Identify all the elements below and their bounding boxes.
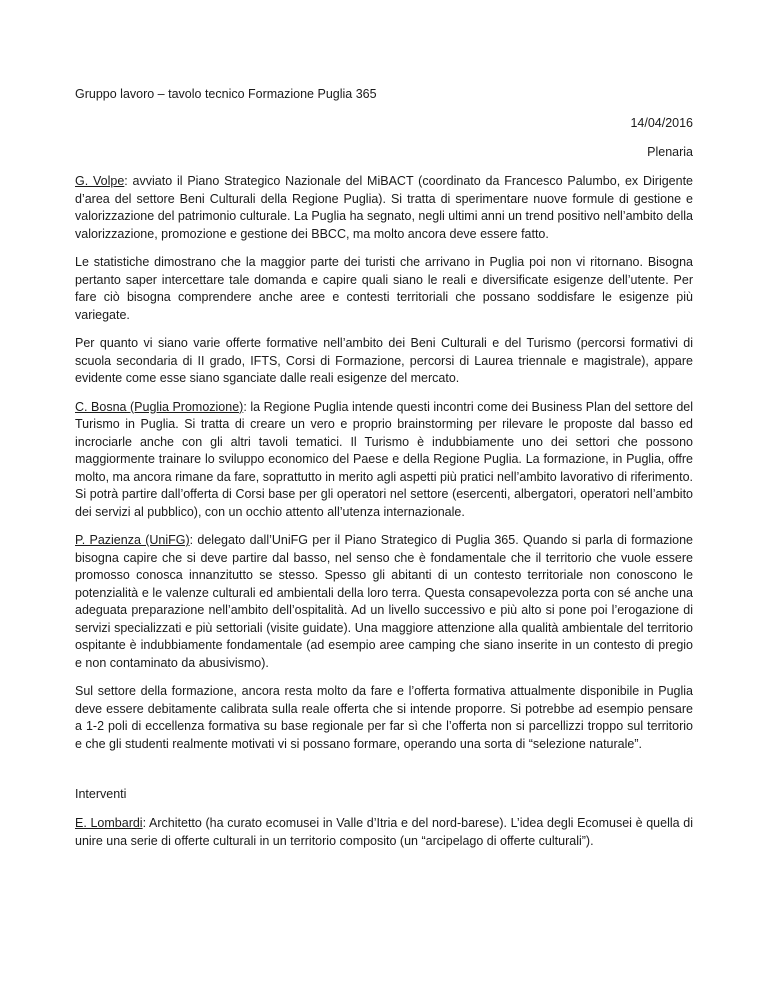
paragraph-text: Per quanto vi siano varie offerte formative nell’ambito dei Beni Culturali e del Turismo (percorsi formativi di scuola secondaria di II grado, IFTS, Corsi di Formazione, percorsi di Laurea triennale e magistrale), appare evidente come esse siano sganciate dalle reali esigenze del mercato. [75, 336, 693, 385]
speaker-name: E. Lombardi [75, 816, 143, 830]
paragraph-text: Sul settore della formazione, ancora resta molto da fare e l’offerta formativa attualmente disponibile in Puglia deve essere debitamente calibrata sulla reale offerta che si intende proporre. Si potrebbe ad esempio pensare a 1-2 poli di eccellenza formativa su base regionale per far sì che l’offerta non si parcellizzi troppo sul territorio e che gli studenti realmente motivati vi si possano formare, operando una sorta di “selezione naturale”. [75, 684, 693, 751]
session-label: Plenaria [647, 145, 693, 159]
speaker-name: C. Bosna (Puglia Promozione) [75, 399, 244, 414]
paragraph-statistics [75, 254, 693, 324]
paragraph-volpe [75, 173, 693, 243]
interventi-heading: Interventi [75, 787, 127, 801]
paragraph-formazione [75, 683, 693, 753]
paragraph-text: Le statistiche dimostrano che la maggior parte dei turisti che arrivano in Puglia poi non vi ritornano. Bisogna pertanto saper intercettare tale domanda e capire quali siano le reali e diversificate esigenze dell’utente. Per fare ciò bisogna comprendere anche aree e contesti territoriali che possano soddisfare le esigenze più variegate. [75, 255, 693, 322]
section-spacer [75, 764, 693, 786]
paragraph-pazienza [75, 532, 693, 672]
speaker-name: P. Pazienza (UniFG) [75, 533, 190, 547]
speaker-name: G. Volpe [75, 174, 125, 188]
paragraph-text: : Architetto (ha curato ecomusei in Valle d’Itria e del nord-barese). L’idea degli Ecomusei è quella di unire una serie di offerte culturali in un territorio composito (un “arcipelago di offerte culturali”). [75, 816, 693, 848]
paragraph-lombardi [75, 815, 693, 850]
document-title: Gruppo lavoro – tavolo tecnico Formazione Puglia 365 [75, 87, 377, 101]
meeting-date: 14/04/2016 [630, 116, 693, 130]
paragraph-text: : delegato dall’UniFG per il Piano Strategico di Puglia 365. Quando si parla di formazione bisogna capire che si deve partire dal basso, nel senso che è fondamentale che il territorio che vuole essere promosso conosca innanzitutto se stesso. Spesso gli abitanti di un contesto territoriale non conoscono le potenzialità e le valenze culturali ed ambientali della loro terra. Questa consapevolezza porta con sé anche una adeguata preparazione nell’ambito dell’ospitalità. Ad un livello successivo e più alto si pone poi l’erogazione di servizi specializzati e più settoriali (visite guidate). Una maggiore attenzione alla qualità ambientale del territorio ospitante è indubbiamente fondamentale (ad esempio aree camping che siano inserite in un contesto di pregio e non contaminato da abusivismo). [75, 533, 693, 670]
paragraph-text: : la Regione Puglia intende questi incontri come dei Business Plan del settore del Turismo in Puglia. Si tratta di creare un vero e proprio brainstorming per rilevare le proposte dal basso ed incrociarle anche con gli altri tavoli tematici. Il Turismo è indubbiamente uno dei settori che possono maggiormente trainare lo sviluppo economico del Paese e della Regione Puglia. La formazione, in Puglia, offre molto, ma ancora rimane da fare, soprattutto in merito agli aspetti più pratici nell’ambito lavorativo di riferimento. Si potrà partire dall’offerta di Corsi base per gli operatori nel settore (esercenti, albergatori, operatori nell’ambito dei servizi al pubblico), con un occhio attento all’utenza internazionale. [75, 399, 693, 519]
paragraph-text: : avviato il Piano Strategico Nazionale del MiBACT (coordinato da Francesco Palumbo, ex Dirigente d’area del settore Beni Culturali della Regione Puglia). Si tratta di sperimentare nuove formule di gestione e valorizzazione del patrimonio culturale. La Puglia ha segnato, negli ultimi anni un trend positivo nell’ambito della valorizzazione, promozione e gestione dei BBCC, ma molto ancora deve essere fatto. [75, 174, 693, 241]
paragraph-training-offers [75, 335, 693, 388]
paragraph-bosna [75, 399, 693, 522]
